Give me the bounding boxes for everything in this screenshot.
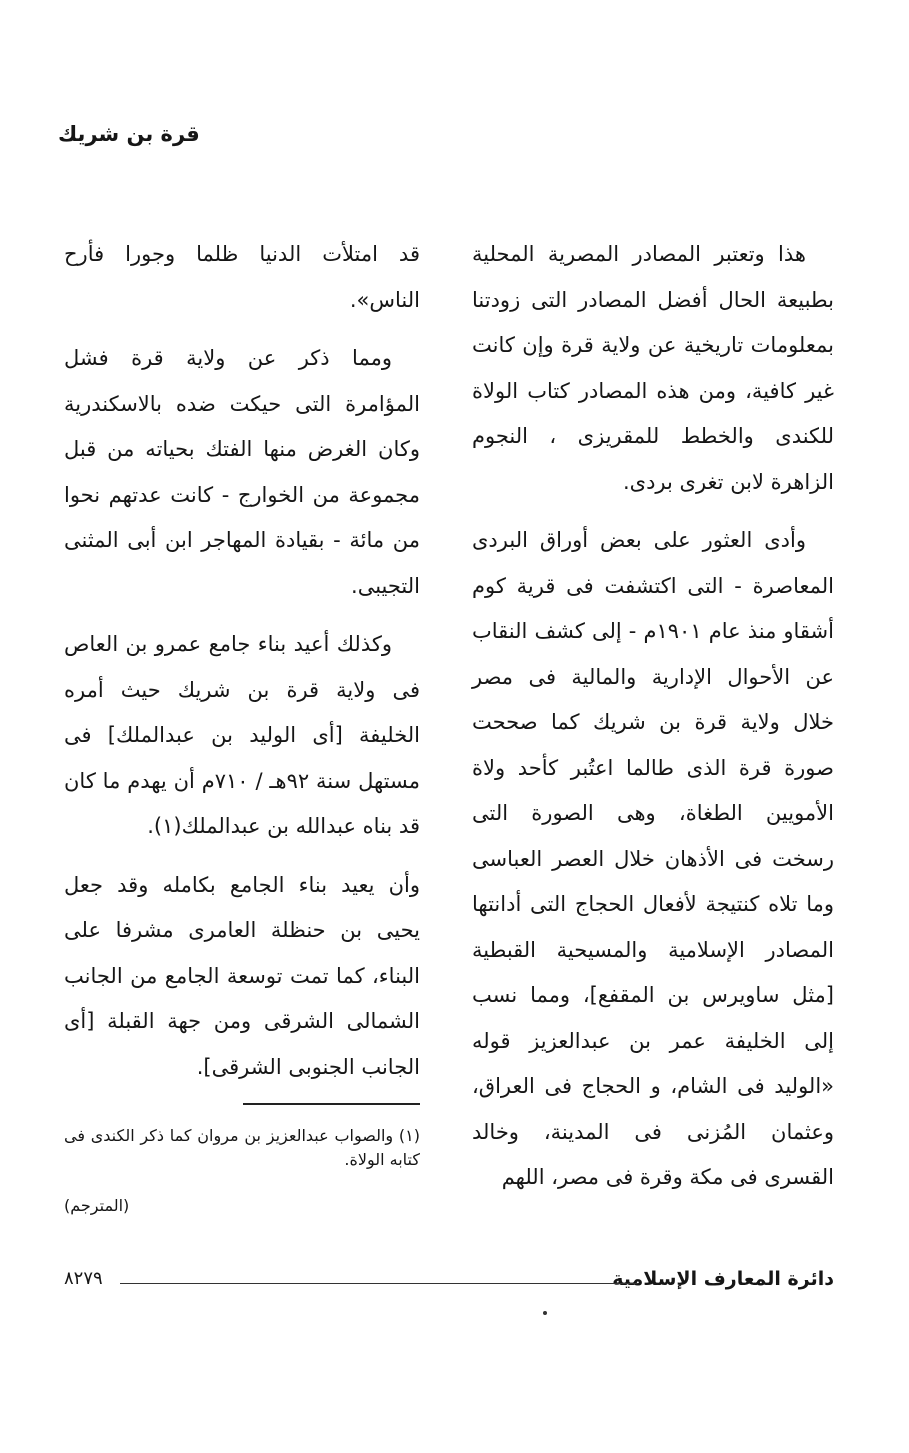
running-head-title: قرة بن شريك <box>58 122 200 146</box>
paragraph: وأدى العثور على بعض أوراق البردى المعاصرة - التى اكتشفت فى قرية كوم أشقاو منذ عام ١٩٠١م - إلى كشف النقاب عن الأحوال الإدارية والمالية فى مصر خلال ولاية قرة بن شريك كما صححت صورة قرة الذى طالما اعتُبر كأحد ولاة الأمويين الطغاة، وهى الصورة التى رسخت فى الأذهان خلال العصر العباسى وما تلاه كنتيجة لأفعال الحجاج التى أدانتها المصادر الإسلامية والمسيحية القبطية [مثل ساويرس بن المقفع]، ومما نسب إلى الخليفة عمر بن عبدالعزيز قوله «الوليد فى الشام، و الحجاج فى العراق، وعثمان المُزنى فى المدينة، وخالد القسرى فى مكة وقرة فى مصر، اللهم <box>472 528 834 1189</box>
paragraph: قد امتلأت الدنيا ظلما وجورا فأرح الناس». <box>64 242 420 312</box>
translator-note: (المترجم) <box>64 1196 130 1215</box>
footer-divider <box>120 1283 638 1284</box>
page-number: ٨٢٧٩ <box>64 1268 103 1289</box>
paragraph: وأن يعيد بناء الجامع بكامله وقد جعل يحيى بن حنظلة العامرى مشرفا على البناء، كما تمت توسعة الجامع من الجانب الشمالى الشرقى ومن جهة القبلة [أى الجانب الجنوبى الشرقى]. <box>64 872 420 1079</box>
footnote-text: (١) والصواب عبدالعزيز بن مروان كما ذكر الكندى فى كتابه الولاة. <box>64 1126 420 1169</box>
footnote-divider <box>243 1103 420 1105</box>
right-column <box>472 232 834 1214</box>
footnote <box>64 1124 420 1186</box>
print-speck <box>543 1311 547 1315</box>
page-footer <box>64 1268 834 1298</box>
paragraph: هذا وتعتبر المصادر المصرية المحلية بطبيعة الحال أفضل المصادر التى زودتنا بمعلومات تاريخية عن ولاية قرة وإن كانت غير كافية، ومن هذه المصادر كتاب الولاة للكندى والخطط للمقريزى ، النجوم الزاهرة لابن تغرى بردى. <box>472 242 834 494</box>
paragraph: وكذلك أعيد بناء جامع عمرو بن العاص فى ولاية قرة بن شريك حيث أمره الخليفة [أى الوليد بن عبدالملك] فى مستهل سنة ٩٢هـ / ٧١٠م أن يهدم ما كان قد بناه عبدالله بن عبدالملك(١). <box>64 632 420 838</box>
left-column <box>64 232 420 1103</box>
paragraph: ومما ذكر عن ولاية قرة فشل المؤامرة التى حيكت ضده بالاسكندرية وكان الغرض منها الفتك بحياته من قبل مجموعة من الخوارج - كانت عدتهم نحوا من مائة - بقيادة المهاجر ابن أبى المثنى التجيبى. <box>64 346 420 598</box>
footer-title: دائرة المعارف الإسلامية <box>612 1268 834 1290</box>
